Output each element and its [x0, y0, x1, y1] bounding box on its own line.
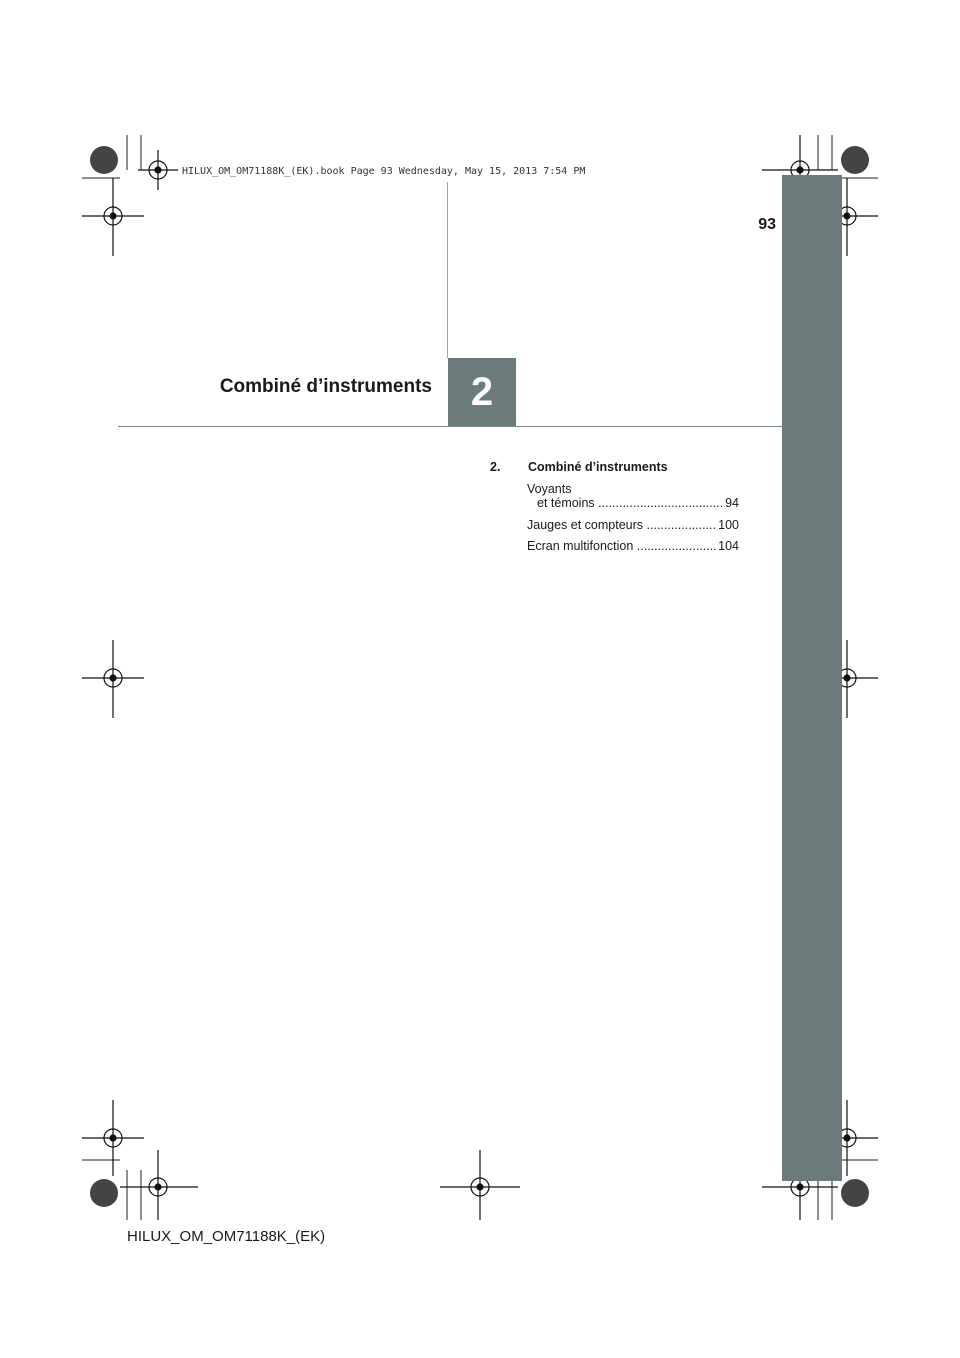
toc-entry-page: 104: [718, 539, 739, 553]
toc-entry-label: Ecran multifonction .....: [527, 539, 717, 553]
toc-entry-page: 100: [718, 518, 739, 532]
toc-entry[interactable]: [527, 518, 739, 532]
toc-entry-label: Voyants: [527, 482, 572, 496]
toc-section-heading: [490, 460, 668, 474]
header-divider: [447, 182, 448, 358]
toc-section-title: Combiné d’instruments: [528, 460, 668, 474]
chapter-rule: [118, 426, 782, 427]
chapter-number-box: 2: [448, 358, 516, 426]
toc-section-number: 2.: [490, 460, 501, 474]
toc-entry-page: 94: [725, 496, 739, 510]
chapter-title: Combiné d’instruments: [219, 376, 432, 397]
toc-entry-label: Jauges et compteurs .....: [527, 518, 717, 532]
page-number: 93: [758, 216, 776, 233]
toc-entry-label: et témoins .....: [537, 496, 724, 510]
toc-entry[interactable]: [527, 482, 739, 510]
document-code-footer: HILUX_OM_OM71188K_(EK): [127, 1228, 326, 1245]
toc-entry[interactable]: [527, 539, 739, 553]
print-header-stamp: HILUX_OM_OM71188K_(EK).book Page 93 Wednesday, May 15, 2013 7:54 PM: [182, 166, 586, 177]
chapter-side-tab: [782, 175, 842, 1181]
